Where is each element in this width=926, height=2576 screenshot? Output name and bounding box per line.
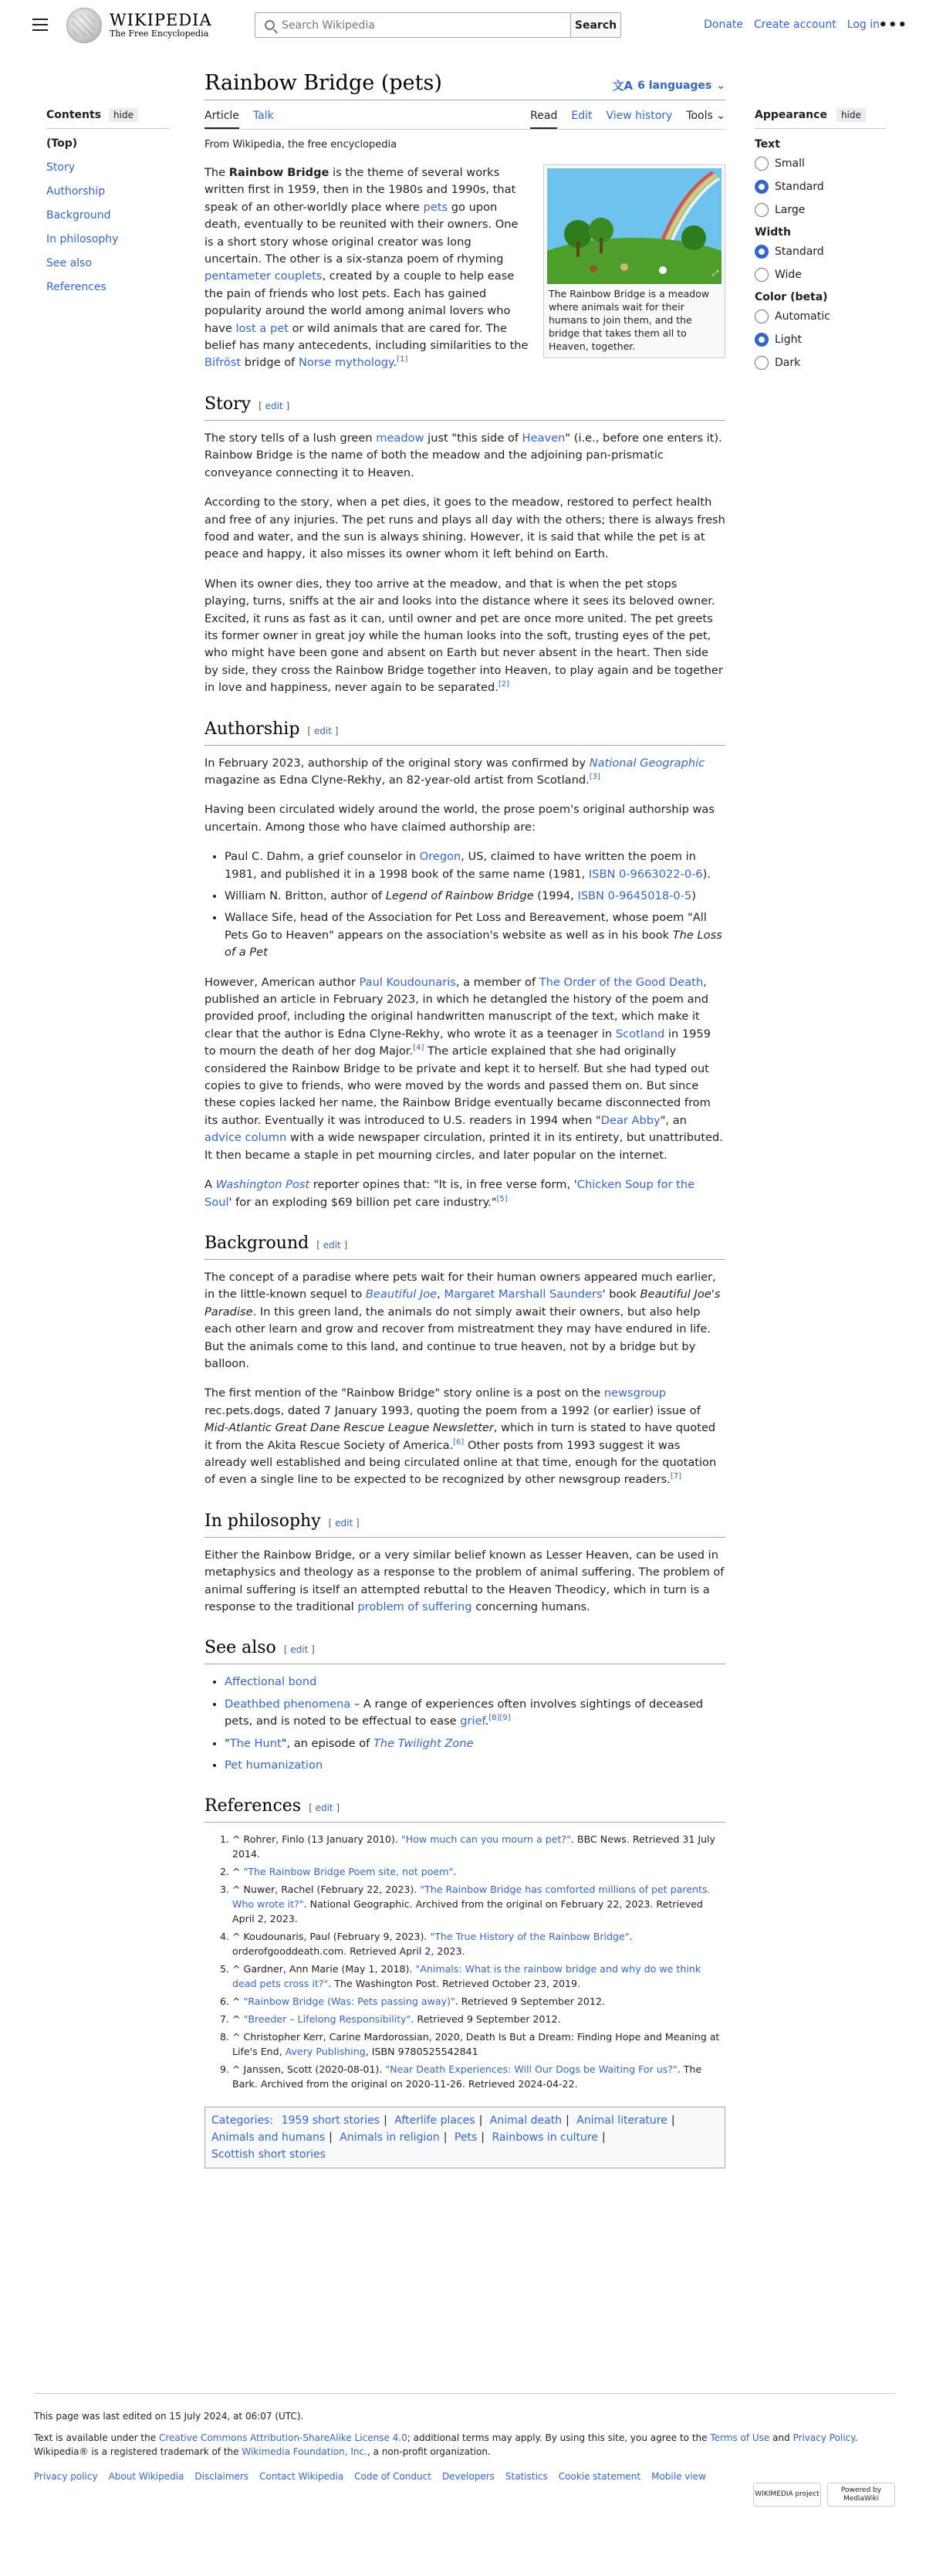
rainbow-bridge-image[interactable] <box>547 168 722 284</box>
list-item: • Wallace Sife, head of the Association for Pet Loss and Bereavement, whose poem "All Pets Go to Heaven" appears on the association's website as well as in his book The Loss of a Pet <box>225 909 725 961</box>
language-icon: 文A <box>612 79 634 93</box>
toc-hide-button[interactable]: hide <box>109 108 138 122</box>
link-beautiful-joe[interactable]: Beautiful Joe <box>365 1288 438 1302</box>
color-dark-option[interactable] <box>755 356 886 370</box>
toc-item-see-also[interactable]: See also <box>46 257 92 269</box>
intro-paragraph: The Rainbow Bridge is the theme of several works written first in 1959, then in the 1980s and 1990s, that speak of an other-worldly place where pets go upon death, eventually to be reunited with their owners. One is a short story whose original creator was long uncertain. The other is a six-stanza poem of rhyming pentameter couplets, created by a couple to help ease the pain of friends who lost pets. Each has gained popularity around the world among animal lovers who have lost a pet or wild animals that are cared for. The belief has many antecedents, including similarities to the Bifröst bridge of Norse mythology.[1] <box>204 166 529 370</box>
link-pentameter-couplets[interactable]: pentameter couplets <box>204 269 323 283</box>
search-button[interactable]: Search <box>570 12 621 38</box>
footer-link[interactable]: Statistics <box>505 2471 548 2482</box>
toc-item-story[interactable]: Story <box>46 161 75 174</box>
list-item <box>225 1757 725 1774</box>
footer-link[interactable]: Disclaimers <box>194 2471 249 2482</box>
footer-links <box>34 2469 895 2483</box>
section-edit-link[interactable]: [ edit ] <box>283 1644 315 1656</box>
rainbow-illustration <box>547 168 722 284</box>
option-label: Small <box>775 157 805 170</box>
option-label: Wide <box>775 269 802 281</box>
link-the-hunt[interactable]: The Hunt <box>229 1736 282 1750</box>
section-edit-link[interactable]: [ edit ] <box>328 1517 360 1528</box>
reference-item: 9. ^ Janssen, Scott (2020-08-01). "Near Death Experiences: Will Our Dogs be Waiting For us?". The Bark. Archived from the original on 2020-11-26. Retrieved 2024-04-22. <box>232 2062 725 2091</box>
reference-link[interactable]: [1] <box>397 355 408 364</box>
option-label: Light <box>775 333 802 346</box>
link-norse-mythology[interactable]: Norse mythology <box>298 356 394 370</box>
reference-title-link[interactable]: "Breeder – Lifelong Responsibility" <box>243 2013 411 2026</box>
site-footer <box>34 2393 895 2503</box>
main-content <box>204 69 725 2168</box>
reference-link[interactable]: [2] <box>498 680 510 689</box>
search-input[interactable] <box>255 12 571 38</box>
privacy-link[interactable]: Privacy Policy <box>793 2432 855 2443</box>
footer-link[interactable]: About Wikipedia <box>108 2471 184 2482</box>
link-pet-humanization[interactable]: Pet humanization <box>225 1759 323 1772</box>
radio-icon[interactable] <box>755 203 769 217</box>
footer-link[interactable]: Code of Conduct <box>354 2471 431 2482</box>
link-oregon[interactable]: Oregon <box>419 850 461 864</box>
create-account-link[interactable]: Create account <box>754 19 836 31</box>
link-lost-a-pet[interactable]: lost a pet <box>235 321 289 335</box>
table-of-contents <box>46 108 170 304</box>
tab-view-history[interactable]: View history <box>606 110 673 122</box>
reference-title-link[interactable]: "Near Death Experiences: Will Our Dogs be Waiting For us?" <box>385 2063 678 2076</box>
option-label: Automatic <box>775 310 830 323</box>
donate-link[interactable]: Donate <box>704 19 744 31</box>
radio-icon[interactable] <box>755 310 769 323</box>
section-heading-in-philosophy: In philosophy [ edit ] <box>204 1511 725 1538</box>
reference-title-link[interactable]: "Rainbow Bridge (Was: Pets passing away)" <box>243 1995 455 2008</box>
reference-item: 7. ^ "Breeder – Lifelong Responsibility". Retrieved 9 September 2012. <box>232 2012 725 2026</box>
section-edit-link[interactable]: [ edit ] <box>316 1239 348 1251</box>
tab-edit[interactable]: Edit <box>571 110 593 122</box>
license-link[interactable]: Creative Commons Attribution-ShareAlike License 4.0 <box>158 2432 407 2443</box>
philosophy-paragraph: Either the Rainbow Bridge, or a very similar belief known as Lesser Heaven, can be used in metaphysics and theology as a response to the problem of animal suffering. The problem of animal suffering is itself an attempted rebuttal to the Heaven Theodicy, which in turn is a response to the traditional problem of suffering concerning humans. <box>204 1548 725 1613</box>
chevron-down-icon: ⌄ <box>716 79 725 92</box>
radio-icon[interactable] <box>755 268 769 282</box>
reference-title-link[interactable]: "How much can you mourn a pet?" <box>400 1833 571 1846</box>
section-edit-link[interactable]: [ edit ] <box>309 1803 340 1814</box>
section-heading-references: References [ edit ] <box>204 1796 725 1823</box>
claimants-list <box>225 848 725 961</box>
text-large-option[interactable] <box>755 203 886 217</box>
category-link[interactable]: Animals in religion <box>340 2131 440 2144</box>
category-link[interactable]: Scottish short stories <box>211 2148 326 2161</box>
wikipedia-logo[interactable] <box>66 8 212 43</box>
chevron-down-icon: ⌄ <box>716 110 725 122</box>
category-link[interactable]: Animal death <box>489 2114 563 2127</box>
search-placeholder: Search Wikipedia <box>282 19 375 32</box>
section-heading-story: Story [ edit ] <box>204 394 725 421</box>
link-dear-abby[interactable]: Dear Abby <box>600 1113 661 1127</box>
tab-talk[interactable]: Talk <box>252 110 274 122</box>
appearance-title: Appearance <box>755 109 827 121</box>
color-label: Color (beta) <box>755 291 828 303</box>
link-newsgroup[interactable]: newsgroup <box>603 1386 667 1400</box>
link-national-geographic[interactable]: National Geographic <box>589 756 705 770</box>
category-link[interactable]: Rainbows in culture <box>492 2131 598 2144</box>
link-scotland[interactable]: Scotland <box>615 1027 665 1041</box>
toc-item-background[interactable]: Background <box>46 209 111 222</box>
reference-link[interactable]: [3] <box>589 773 600 782</box>
footer-link[interactable]: Contact Wikipedia <box>259 2471 344 2482</box>
link-paul-koudounaris[interactable]: Paul Koudounaris <box>359 975 456 989</box>
infobox-image <box>543 164 725 358</box>
story-paragraph: When its owner dies, they too arrive at the meadow, and that is when the pet stops playing, turns, sniffs at the air and looks into the distance where it sees its beloved owner. Excited, it runs as fast as it can, until owner and pet are once more united. The pet greets its former owner in great joy while the human looks into the soft, trusting eyes of the pet, who might have been gone and absent on Earth but never absent in the heart. Then side by side, they cross the Rainbow Bridge together into Heaven, to play again and be together in love and happiness, never again to be separated.[2] <box>204 577 723 695</box>
categories-box: Categories: 1959 short stories | Afterlife places | Animal death | Animal literature | Animals and humans | Animals in religion | Pets | Rainbows in culture | Scottish short stories <box>204 2107 725 2168</box>
list-item: • Paul C. Dahm, a grief counselor in Oregon, US, claimed to have written the poem in 1981, and published it in a 1998 book of the same name (1981, ISBN 0-9663022-0-6). <box>225 848 725 883</box>
category-link[interactable]: Animals and humans <box>211 2131 326 2144</box>
wikimedia-foundation-link[interactable]: Wikimedia Foundation, Inc. <box>242 2446 367 2457</box>
link-margaret-marshall-saunders[interactable]: Margaret Marshall Saunders <box>444 1288 603 1302</box>
link-grief[interactable]: grief <box>460 1715 485 1728</box>
category-link[interactable]: Afterlife places <box>394 2114 475 2127</box>
terms-link[interactable]: Terms of Use <box>710 2432 770 2443</box>
page-tabs <box>204 110 725 130</box>
text-standard-option[interactable] <box>755 180 886 194</box>
tab-article[interactable]: Article <box>204 110 239 129</box>
link-isbn[interactable]: ISBN 0-9663022-0-6 <box>588 867 703 881</box>
categories-label[interactable]: Categories: <box>211 2114 274 2127</box>
link-chicken-soup[interactable]: Chicken Soup for the Soul <box>204 1178 695 1209</box>
reference-item: 1. ^ Rohrer, Finlo (13 January 2010). "How much can you mourn a pet?". BBC News. Retrieved 31 July 2014. <box>232 1832 725 1861</box>
story-paragraph: According to the story, when a pet dies, it goes to the meadow, restored to perfect health and free of any injuries. The pet runs and plays all day with the others; there is always fresh food and water, and the sun is always shining. However, it is said that while the pet is at peace and happy, it also misses its owner whom it left behind on Earth. <box>204 496 725 561</box>
footer-link[interactable]: Privacy policy <box>34 2471 98 2482</box>
reference-link[interactable]: [8][9] <box>488 1714 511 1723</box>
list-item: • "The Hunt", an episode of The Twilight Zone <box>225 1735 725 1752</box>
background-paragraph: The first mention of the "Rainbow Bridge" story online is a post on the newsgroup rec.pets.dogs, dated 7 January 1993, quoting the poem from a 1992 (or earlier) issue of Mid-Atlantic Great Dane Rescue League Newsletter, which in turn is stated to have quoted it from the Akita Rescue Society of America.[6] Other posts from 1993 suggest it was already well established and being circulated online at that time, enough for the quotation of even a single line to be expected to be recognized by other newsgroup readers.[7] <box>204 1386 717 1487</box>
reference-item: 6. ^ "Rainbow Bridge (Was: Pets passing away)". Retrieved 9 September 2012. <box>232 1994 725 2009</box>
category-link[interactable]: Pets <box>454 2131 478 2144</box>
link-heaven[interactable]: Heaven <box>522 431 566 445</box>
tab-tools[interactable] <box>686 110 725 129</box>
category-link[interactable]: Animal literature <box>576 2114 667 2127</box>
background-paragraph: The concept of a paradise where pets wait for their human owners appeared much earlier, in the little-known sequel to Beautiful Joe, Margaret Marshall Saunders' book Beautiful Joe's Paradise. In this green land, the animals do not simply await their owners, but also help each other learn and grow and recover from mistreatment they may have endured in life. But the animals come to this land, and continue to true heaven, not by a bridge but by balloon. <box>204 1270 721 1370</box>
reference-link[interactable]: [4] <box>413 1044 424 1053</box>
tab-read[interactable]: Read <box>530 110 557 129</box>
list-item: • Deathbed phenomena – A range of experiences often involves sightings of deceased pets, and is noted to be effectual to ease grief.[8][9] <box>225 1696 725 1731</box>
text-size-label: Text <box>755 138 780 151</box>
color-automatic-option[interactable] <box>755 310 886 323</box>
authorship-paragraph: In February 2023, authorship of the original story was confirmed by National Geographic magazine as Edna Clyne-Rekhy, an 82-year-old artist from Scotland.[3] <box>204 756 705 787</box>
wikimedia-badge[interactable]: WIKIMEDIA project <box>753 2483 821 2507</box>
license-text: Text is available under the Creative Commons Attribution-ShareAlike License 4.0; additional terms may apply. By using this site, you agree to the Terms of Use and Privacy Policy. Wikipedia® is a registered trademark of the Wikimedia Foundation, Inc., a non-profit organization. <box>34 2432 858 2457</box>
reference-title-link[interactable]: Avery Publishing <box>285 2046 366 2058</box>
section-heading-authorship: Authorship [ edit ] <box>204 719 725 746</box>
reference-title-link[interactable]: "The Rainbow Bridge has comforted millions of pet parents. Who wrote it?" <box>232 1884 711 1911</box>
reference-item: 8. ^ Christopher Kerr, Carine Mardorossian, 2020, Death Is But a Dream: Finding Hope and Meaning at Life's End, Avery Publishing, ISBN 9780525542841 <box>232 2029 725 2059</box>
authorship-paragraph: A Washington Post reporter opines that: "It is, in free verse form, 'Chicken Soup for the Soul' for an exploding $69 billion pet care industry."[5] <box>204 1178 695 1209</box>
link-twilight-zone[interactable]: The Twilight Zone <box>373 1736 474 1750</box>
text-small-option[interactable] <box>755 157 886 171</box>
reference-link[interactable]: [7] <box>670 1472 681 1481</box>
option-label: Standard <box>775 181 824 193</box>
mediawiki-badge[interactable]: Powered by MediaWiki <box>827 2483 895 2507</box>
main-menu-icon[interactable] <box>32 19 48 31</box>
footer-link[interactable]: Developers <box>441 2471 495 2482</box>
width-label: Width <box>755 226 791 239</box>
references-list <box>232 1832 725 2091</box>
option-label: Large <box>775 204 806 216</box>
footer-link[interactable]: Mobile view <box>651 2471 706 2482</box>
link-isbn[interactable]: ISBN 0-9645018-0-5 <box>577 889 692 902</box>
language-count: 6 languages <box>637 79 712 92</box>
reference-title-link[interactable]: "The Rainbow Bridge Poem site, not poem" <box>243 1866 454 1878</box>
tools-label: Tools <box>686 110 713 122</box>
reference-item: 3. ^ Nuwer, Rachel (February 22, 2023). "The Rainbow Bridge has comforted millions of pet parents. Who wrote it?". National Geographic. Archived from the original on February 22, 2023. Retrieved April 2, 2023. <box>232 1882 725 1926</box>
log-in-link[interactable]: Log in <box>847 19 880 31</box>
more-options-icon[interactable]: ••• <box>878 17 907 33</box>
toc-item-in-philosophy[interactable]: In philosophy <box>46 233 119 245</box>
width-standard-option[interactable] <box>755 245 886 259</box>
authorship-paragraph: Having been circulated widely around the world, the prose poem's original authorship was uncertain. Among those who have claimed authorship are: <box>204 803 715 834</box>
authorship-paragraph: However, American author Paul Koudounaris, a member of The Order of the Good Death, published an article in February 2023, in which he detangled the history of the poem and provided proof, including the original handwritten manuscript of the text, which make it clear that the author is Edna Clyne-Rekhy, who wrote it as a teenager in Scotland in 1959 to mourn the death of her dog Major.[4] The article explained that she had originally considered the Rainbow Bridge to be private and kept it to herself. But she had typed out copies to give to friends, who were moved by the words and passed them on. But since these copies lacked her name, the Rainbow Bridge eventually became disconnected from its author. Eventually it was introduced to U.S. readers in 1994 when "Dear Abby", an advice column with a wide newspaper circulation, printed it in its entirety, but unattributed. It then became a staple in pet mourning circles, and later popular on the internet. <box>204 975 723 1162</box>
link-pets[interactable]: pets <box>423 200 448 214</box>
section-heading-background: Background [ edit ] <box>204 1233 725 1260</box>
logo-tagline: The Free Encyclopedia <box>110 29 209 39</box>
radio-selected-icon[interactable] <box>755 245 769 259</box>
list-item <box>225 1674 725 1691</box>
reference-link[interactable]: [6] <box>453 1437 465 1447</box>
radio-selected-icon[interactable] <box>755 333 769 347</box>
appearance-panel <box>755 108 886 379</box>
radio-icon[interactable] <box>755 157 769 171</box>
reference-item: 2. ^ "The Rainbow Bridge Poem site, not poem". <box>232 1864 725 1879</box>
reference-link[interactable]: [5] <box>496 1194 508 1203</box>
story-paragraph: The story tells of a lush green meadow just "this side of Heaven" (i.e., before one enters it). Rainbow Bridge is the name of both the meadow and the adjoining pan-prismatic conveyance connecting it to Heaven. <box>204 431 722 479</box>
wikipedia-globe-icon <box>66 8 102 43</box>
category-link[interactable]: 1959 short stories <box>281 2114 380 2127</box>
reference-item: 5. ^ Gardner, Ann Marie (May 1, 2018). "Animals: What is the rainbow bridge and why do we think dead pets cross it?". The Washington Post. Retrieved October 23, 2019. <box>232 1962 725 1991</box>
link-advice-column[interactable]: advice column <box>204 1131 287 1145</box>
see-also-list <box>225 1674 725 1774</box>
appearance-hide-button[interactable]: hide <box>836 108 866 122</box>
logo-wordmark: WIKIPEDIA <box>110 11 212 29</box>
reference-title-link[interactable]: "Animals: What is the rainbow bridge and why do we think dead pets cross it?" <box>232 1963 701 1990</box>
link-deathbed-phenomena[interactable]: Deathbed phenomena <box>225 1697 351 1711</box>
radio-selected-icon[interactable] <box>755 180 769 194</box>
link-affectional-bond[interactable]: Affectional bond <box>225 1675 317 1689</box>
color-light-option[interactable] <box>755 333 886 347</box>
list-item: • William N. Britton, author of Legend of Rainbow Bridge (1994, ISBN 0-9645018-0-5) <box>225 888 725 905</box>
link-problem-of-suffering[interactable]: problem of suffering <box>357 1600 472 1613</box>
toc-item-top[interactable]: (Top) <box>46 137 78 150</box>
search-icon <box>265 20 275 30</box>
site-header <box>0 0 926 49</box>
toc-item-authorship[interactable]: Authorship <box>46 185 106 198</box>
reference-item: 4. ^ Koudounaris, Paul (February 9, 2023). "The True History of the Rainbow Bridge". orderofgooddeath.com. Retrieved April 2, 2023. <box>232 1929 725 1958</box>
link-washington-post[interactable]: Washington Post <box>215 1178 310 1192</box>
radio-icon[interactable] <box>755 356 769 370</box>
language-button[interactable] <box>613 77 725 96</box>
option-label: Standard <box>775 245 824 258</box>
section-heading-see-also: See also [ edit ] <box>204 1637 725 1664</box>
infobox-caption: The Rainbow Bridge is a meadow where animals wait for their humans to join them, and the bridge that takes them all to Heaven, together. <box>549 288 710 352</box>
section-edit-link[interactable]: [ edit ] <box>307 725 339 736</box>
toc-title: Contents <box>46 109 102 121</box>
link-order-of-good-death[interactable]: The Order of the Good Death <box>539 975 704 989</box>
reference-title-link[interactable]: "The True History of the Rainbow Bridge" <box>430 1931 630 1943</box>
link-meadow[interactable]: meadow <box>376 431 424 445</box>
last-edited: This page was last edited on 15 July 2024, at 06:07 (UTC). <box>34 2411 304 2422</box>
toc-item-references[interactable]: References <box>46 281 106 293</box>
section-edit-link[interactable]: [ edit ] <box>259 400 290 411</box>
page-title: Rainbow Bridge (pets) <box>204 71 442 95</box>
enlarge-icon[interactable]: ⤢ <box>712 269 718 278</box>
width-wide-option[interactable] <box>755 268 886 282</box>
option-label: Dark <box>775 357 801 369</box>
tagline: From Wikipedia, the free encyclopedia <box>204 139 397 151</box>
link-bifrost[interactable]: Bifröst <box>204 356 242 370</box>
footer-link[interactable]: Cookie statement <box>558 2471 641 2482</box>
